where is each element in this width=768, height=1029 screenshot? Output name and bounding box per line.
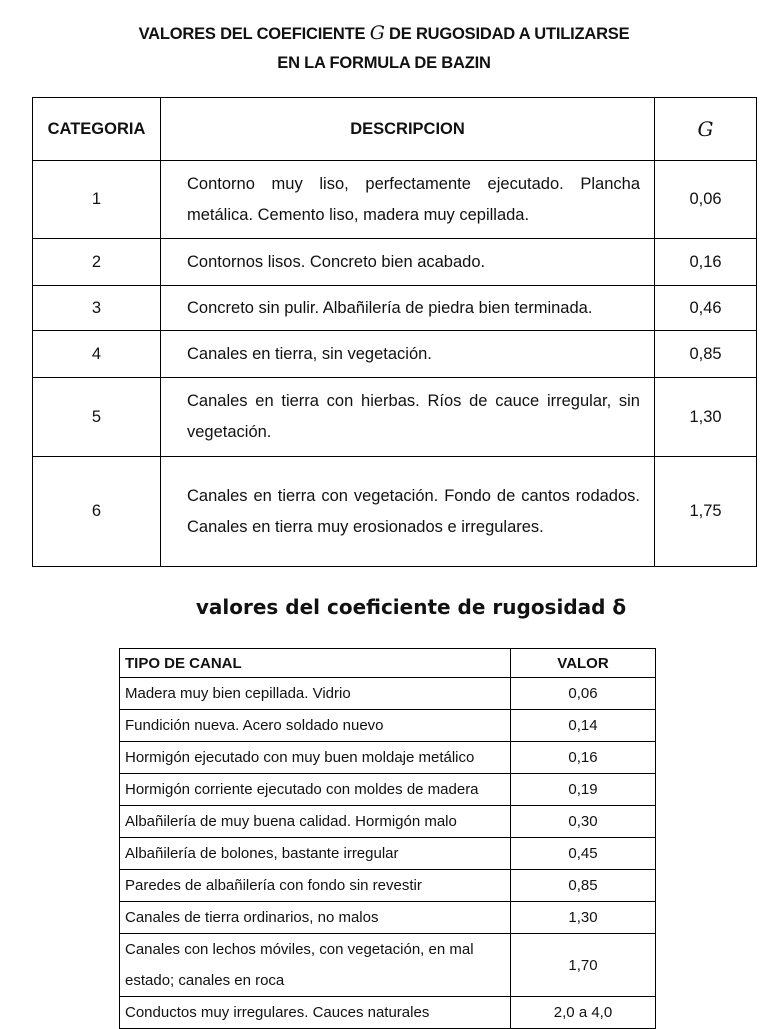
- table-row: [120, 742, 656, 774]
- g-value-cell: 1,30: [655, 378, 757, 457]
- table-row: [33, 286, 757, 331]
- category-cell: 6: [33, 457, 161, 567]
- description-cell: Contorno muy liso, perfectamente ejecutado. Plancha metálica. Cemento liso, madera muy cepillada.: [161, 161, 655, 239]
- channel-type-cell: Hormigón ejecutado con muy buen moldaje metálico: [120, 742, 511, 774]
- value-cell: 0,06: [511, 678, 656, 710]
- value-cell: 2,0 a 4,0: [511, 997, 656, 1029]
- table-header-row: [120, 649, 656, 678]
- channel-type-cell: Madera muy bien cepillada. Vidrio: [120, 678, 511, 710]
- section-subtitle: valores del coeficiente de rugosidad δ: [195, 595, 627, 619]
- g-value-cell: 0,85: [655, 331, 757, 378]
- page-title-line2: EN LA FORMULA DE BAZIN: [277, 54, 491, 72]
- category-cell: 4: [33, 331, 161, 378]
- description-cell: Canales en tierra con hierbas. Ríos de cauce irregular, sin vegetación.: [161, 378, 655, 457]
- category-cell: 1: [33, 161, 161, 239]
- g-value-cell: 0,46: [655, 286, 757, 331]
- table-row: [120, 678, 656, 710]
- table-row: [120, 774, 656, 806]
- header-g: G: [655, 98, 757, 161]
- value-cell: 0,85: [511, 870, 656, 902]
- value-cell: 0,45: [511, 838, 656, 870]
- category-cell: 3: [33, 286, 161, 331]
- channel-type-cell: Conductos muy irregulares. Cauces naturales: [120, 997, 511, 1029]
- header-description: DESCRIPCION: [161, 98, 655, 161]
- g-value-cell: 0,06: [655, 161, 757, 239]
- description-cell: Canales en tierra, sin vegetación.: [161, 331, 655, 378]
- value-cell: 0,19: [511, 774, 656, 806]
- category-cell: 5: [33, 378, 161, 457]
- value-cell: 0,16: [511, 742, 656, 774]
- table-row: [33, 239, 757, 286]
- table-row: [120, 934, 656, 997]
- channel-type-cell: Fundición nueva. Acero soldado nuevo: [120, 710, 511, 742]
- value-cell: 1,70: [511, 934, 656, 997]
- title-prefix: VALORES DEL COEFICIENTE: [138, 25, 370, 43]
- title-suffix: DE RUGOSIDAD A UTILIZARSE: [384, 25, 630, 43]
- g-value-cell: 0,16: [655, 239, 757, 286]
- table-row: [120, 870, 656, 902]
- value-cell: 1,30: [511, 902, 656, 934]
- channel-type-cell: Canales de tierra ordinarios, no malos: [120, 902, 511, 934]
- table-row: [33, 378, 757, 457]
- delta-coefficient-table: [119, 648, 656, 1029]
- channel-type-cell: Albañilería de bolones, bastante irregular: [120, 838, 511, 870]
- table-row: [33, 331, 757, 378]
- category-cell: 2: [33, 239, 161, 286]
- value-cell: 0,30: [511, 806, 656, 838]
- channel-type-cell: Albañilería de muy buena calidad. Hormigón malo: [120, 806, 511, 838]
- table-row: [120, 838, 656, 870]
- header-channel-type: TIPO DE CANAL: [120, 649, 511, 678]
- channel-type-cell: Paredes de albañilería con fondo sin revestir: [120, 870, 511, 902]
- title-symbol: G: [369, 22, 385, 44]
- channel-type-cell: Canales con lechos móviles, con vegetación, en mal estado; canales en roca: [120, 934, 511, 997]
- page-title: [0, 22, 768, 44]
- header-value: VALOR: [511, 649, 656, 678]
- description-cell: Concreto sin pulir. Albañilería de piedra bien terminada.: [161, 286, 655, 331]
- table-row: [33, 457, 757, 567]
- value-cell: 0,14: [511, 710, 656, 742]
- g-value-cell: 1,75: [655, 457, 757, 567]
- table-row: [120, 710, 656, 742]
- description-cell: Contornos lisos. Concreto bien acabado.: [161, 239, 655, 286]
- table-row: [120, 806, 656, 838]
- description-cell: Canales en tierra con vegetación. Fondo de cantos rodados. Canales en tierra muy erosionados e irregulares.: [161, 457, 655, 567]
- header-category: CATEGORIA: [33, 98, 161, 161]
- bazin-coefficient-table: [32, 97, 757, 567]
- channel-type-cell: Hormigón corriente ejecutado con moldes de madera: [120, 774, 511, 806]
- table-header-row: [33, 98, 757, 161]
- table-row: [120, 902, 656, 934]
- table-row: [33, 161, 757, 239]
